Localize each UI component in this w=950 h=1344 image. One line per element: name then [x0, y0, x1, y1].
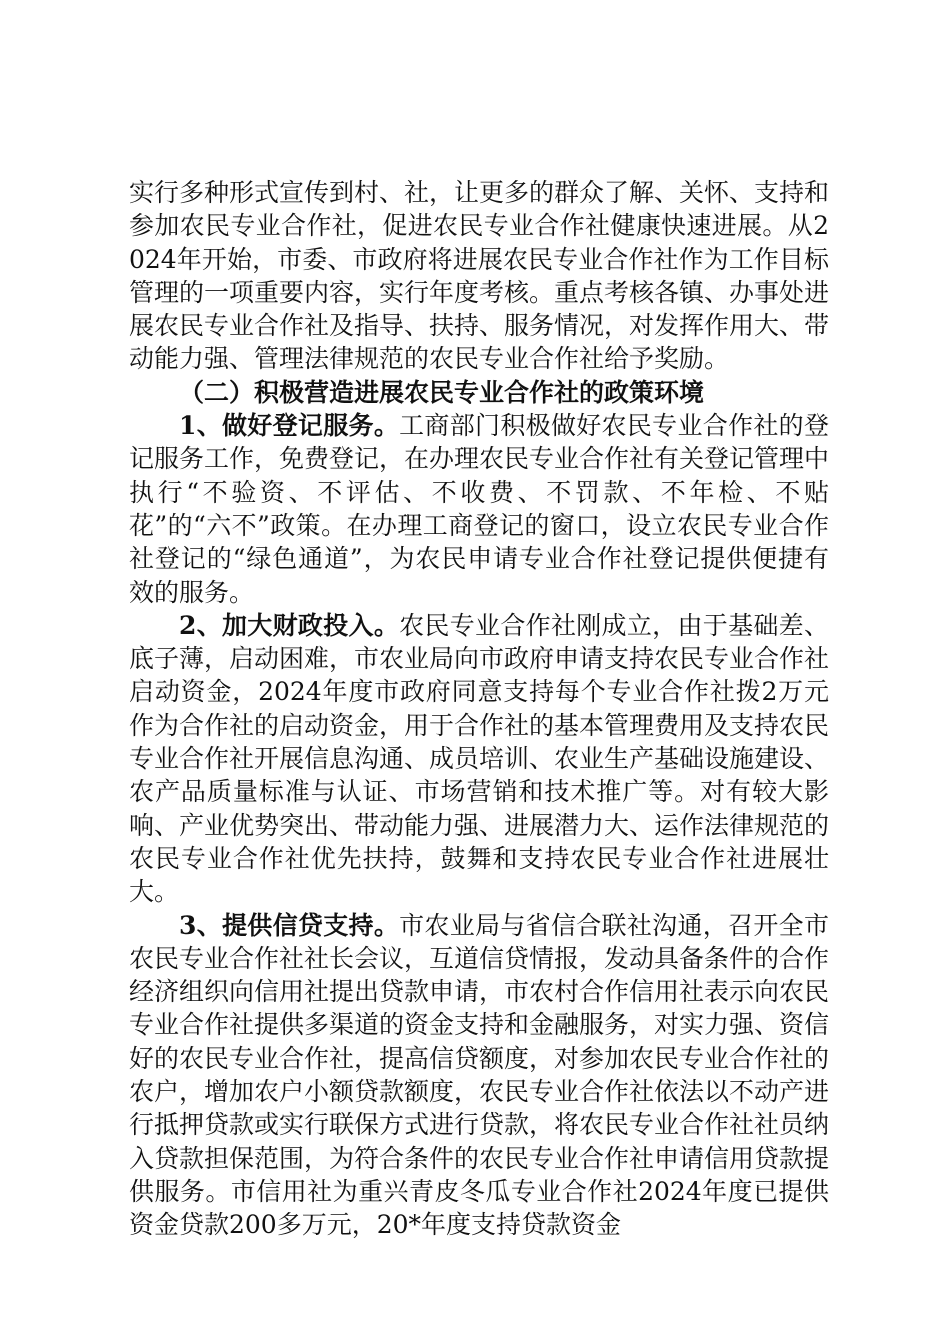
paragraph-lead: 1、做好登记服务。 [179, 411, 400, 441]
paragraph-credit-support [129, 909, 829, 1242]
section-heading: （二）积极营造进展农民专业合作社的政策环境 [179, 377, 705, 407]
paragraph-financial-input [129, 609, 829, 909]
paragraph-body: 工商部门积极做好农民专业合作社的登记服务工作，免费登记，在办理农民专业合作社有关登记管理中执行“不验资、不评估、不收费、不罚款、不年检、不贴花”的“六不”政策。在办理工商登记的窗口，设立农民专业合作社登记的“绿色通道”，为农民申请专业合作社登记提供便捷有效的服务。 [129, 411, 830, 607]
paragraph-registration-service [129, 409, 829, 609]
document-page [129, 176, 829, 1242]
paragraph-body: 市农业局与省信合联社沟通，召开全市农民专业合作社社长会议，互道信贷情报，发动具备条件的合作经济组织向信用社提出贷款申请，市农村合作信用社表示向农民专业合作社提供多渠道的资金支持和金融服务，对实力强、资信好的农民专业合作社，提高信贷额度，对参加农民专业合作社的农户，增加农户小额贷款额度，农民专业合作社依法以不动产进行抵押贷款或实行联保方式进行贷款，将农民专业合作社社员纳入贷款担保范围，为符合条件的农民专业合作社申请信用贷款提供服务。市信用社为重兴青皮冬瓜专业合作社2024年度已提供资金贷款200多万元，20*年度支持贷款资金 [129, 910, 830, 1240]
paragraph-lead: 3、提供信贷支持。 [179, 910, 400, 940]
intro-paragraph: 实行多种形式宣传到村、社，让更多的群众了解、关怀、支持和参加农民专业合作社，促进农民专业合作社健康快速进展。从2024年开始，市委、市政府将进展农民专业合作社作为工作目标管理的一项重要内容，实行年度考核。重点考核各镇、办事处进展农民专业合作社及指导、扶持、服务情况，对发挥作用大、带动能力强、管理法律规范的农民专业合作社给予奖励。 [129, 178, 830, 374]
paragraph-lead: 2、加大财政投入。 [179, 610, 400, 640]
paragraph-body: 农民专业合作社刚成立，由于基础差、底子薄，启动困难，市农业局向市政府申请支持农民专业合作社启动资金，2024年度市政府同意支持每个专业合作社拨2万元作为合作社的启动资金，用于合作社的基本管理费用及支持农民专业合作社开展信息沟通、成员培训、农业生产基础设施建设、农产品质量标准与认证、市场营销和技术推广等。对有较大影响、产业优势突出、带动能力强、进展潜力大、运作法律规范的农民专业合作社优先扶持，鼓舞和支持农民专业合作社进展壮大。 [129, 610, 830, 907]
